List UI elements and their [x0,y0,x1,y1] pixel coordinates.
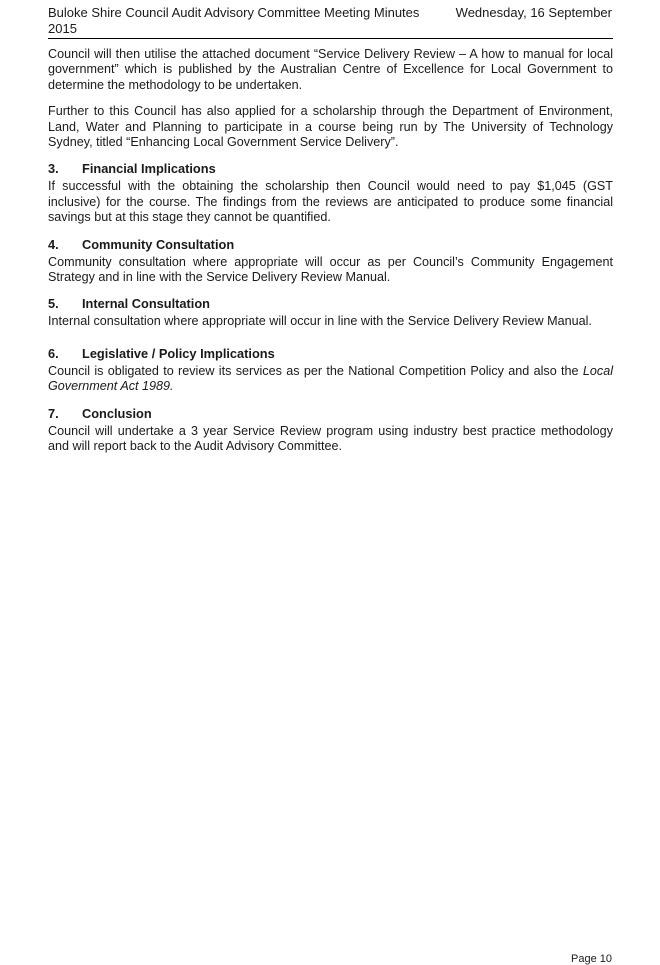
section-text-main: Council is obligated to review its services as per the National Competition Policy and also the [48,363,583,378]
page-number: Page 10 [571,953,612,965]
section-text: Community consultation where appropriate will occur as per Council’s Community Engagement Strategy and in line with the Service Delivery Review Manual. [48,254,613,285]
section-number: 7. [48,405,59,421]
section-title: Community Consultation [82,236,235,252]
section-text: Council will undertake a 3 year Service Review program using industry best practice methodology and will report back to the Audit Advisory Committee. [48,423,613,454]
section-title: Legislative / Policy Implications [82,345,275,361]
section-heading [48,406,613,421]
section-financial-implications [48,161,613,225]
header-title: Buloke Shire Council Audit Advisory Committee Meeting Minutes 2015 [48,5,420,36]
header-date: Wednesday, 16 September [455,5,612,20]
section-heading [48,237,613,252]
intro-paragraph-1: Council will then utilise the attached document “Service Delivery Review – A how to manual for local government” which is published by the Australian Centre of Excellence for Local Government to determine the methodology to be undertaken. [48,47,613,92]
section-heading [48,296,613,311]
intro-paragraph-2: Further to this Council has also applied for a scholarship through the Department of Environment, Land, Water and Planning to participate in a course being run by The University of Technology Sydney, titled “Enhancing Local Government Service Delivery”. [48,104,613,150]
section-number: 6. [48,345,59,361]
section-title: Internal Consultation [82,296,210,312]
section-community-consultation [48,237,613,286]
document-body [48,47,613,455]
section-conclusion [48,406,613,455]
section-legislative-policy [48,346,613,395]
section-title: Financial Implications [82,161,216,177]
section-title: Conclusion [82,405,152,421]
section-text [48,364,613,395]
section-text: Internal consultation where appropriate will occur in line with the Service Delivery Review Manual. [48,314,592,329]
page-header [48,5,613,39]
document-page [48,0,613,466]
act-reference: Local Government Act 1989. [48,363,613,394]
section-text: If successful with the obtaining the scholarship then Council would need to pay $1,045 (GST inclusive) for the course. The findings from the reviews are anticipated to produce some financial savings but at this stage they cannot be quantified. [48,179,613,225]
section-number: 4. [48,236,59,252]
section-number: 5. [48,296,59,312]
section-number: 3. [48,161,59,177]
section-heading [48,161,613,176]
section-heading [48,346,613,361]
section-internal-consultation [48,296,613,329]
